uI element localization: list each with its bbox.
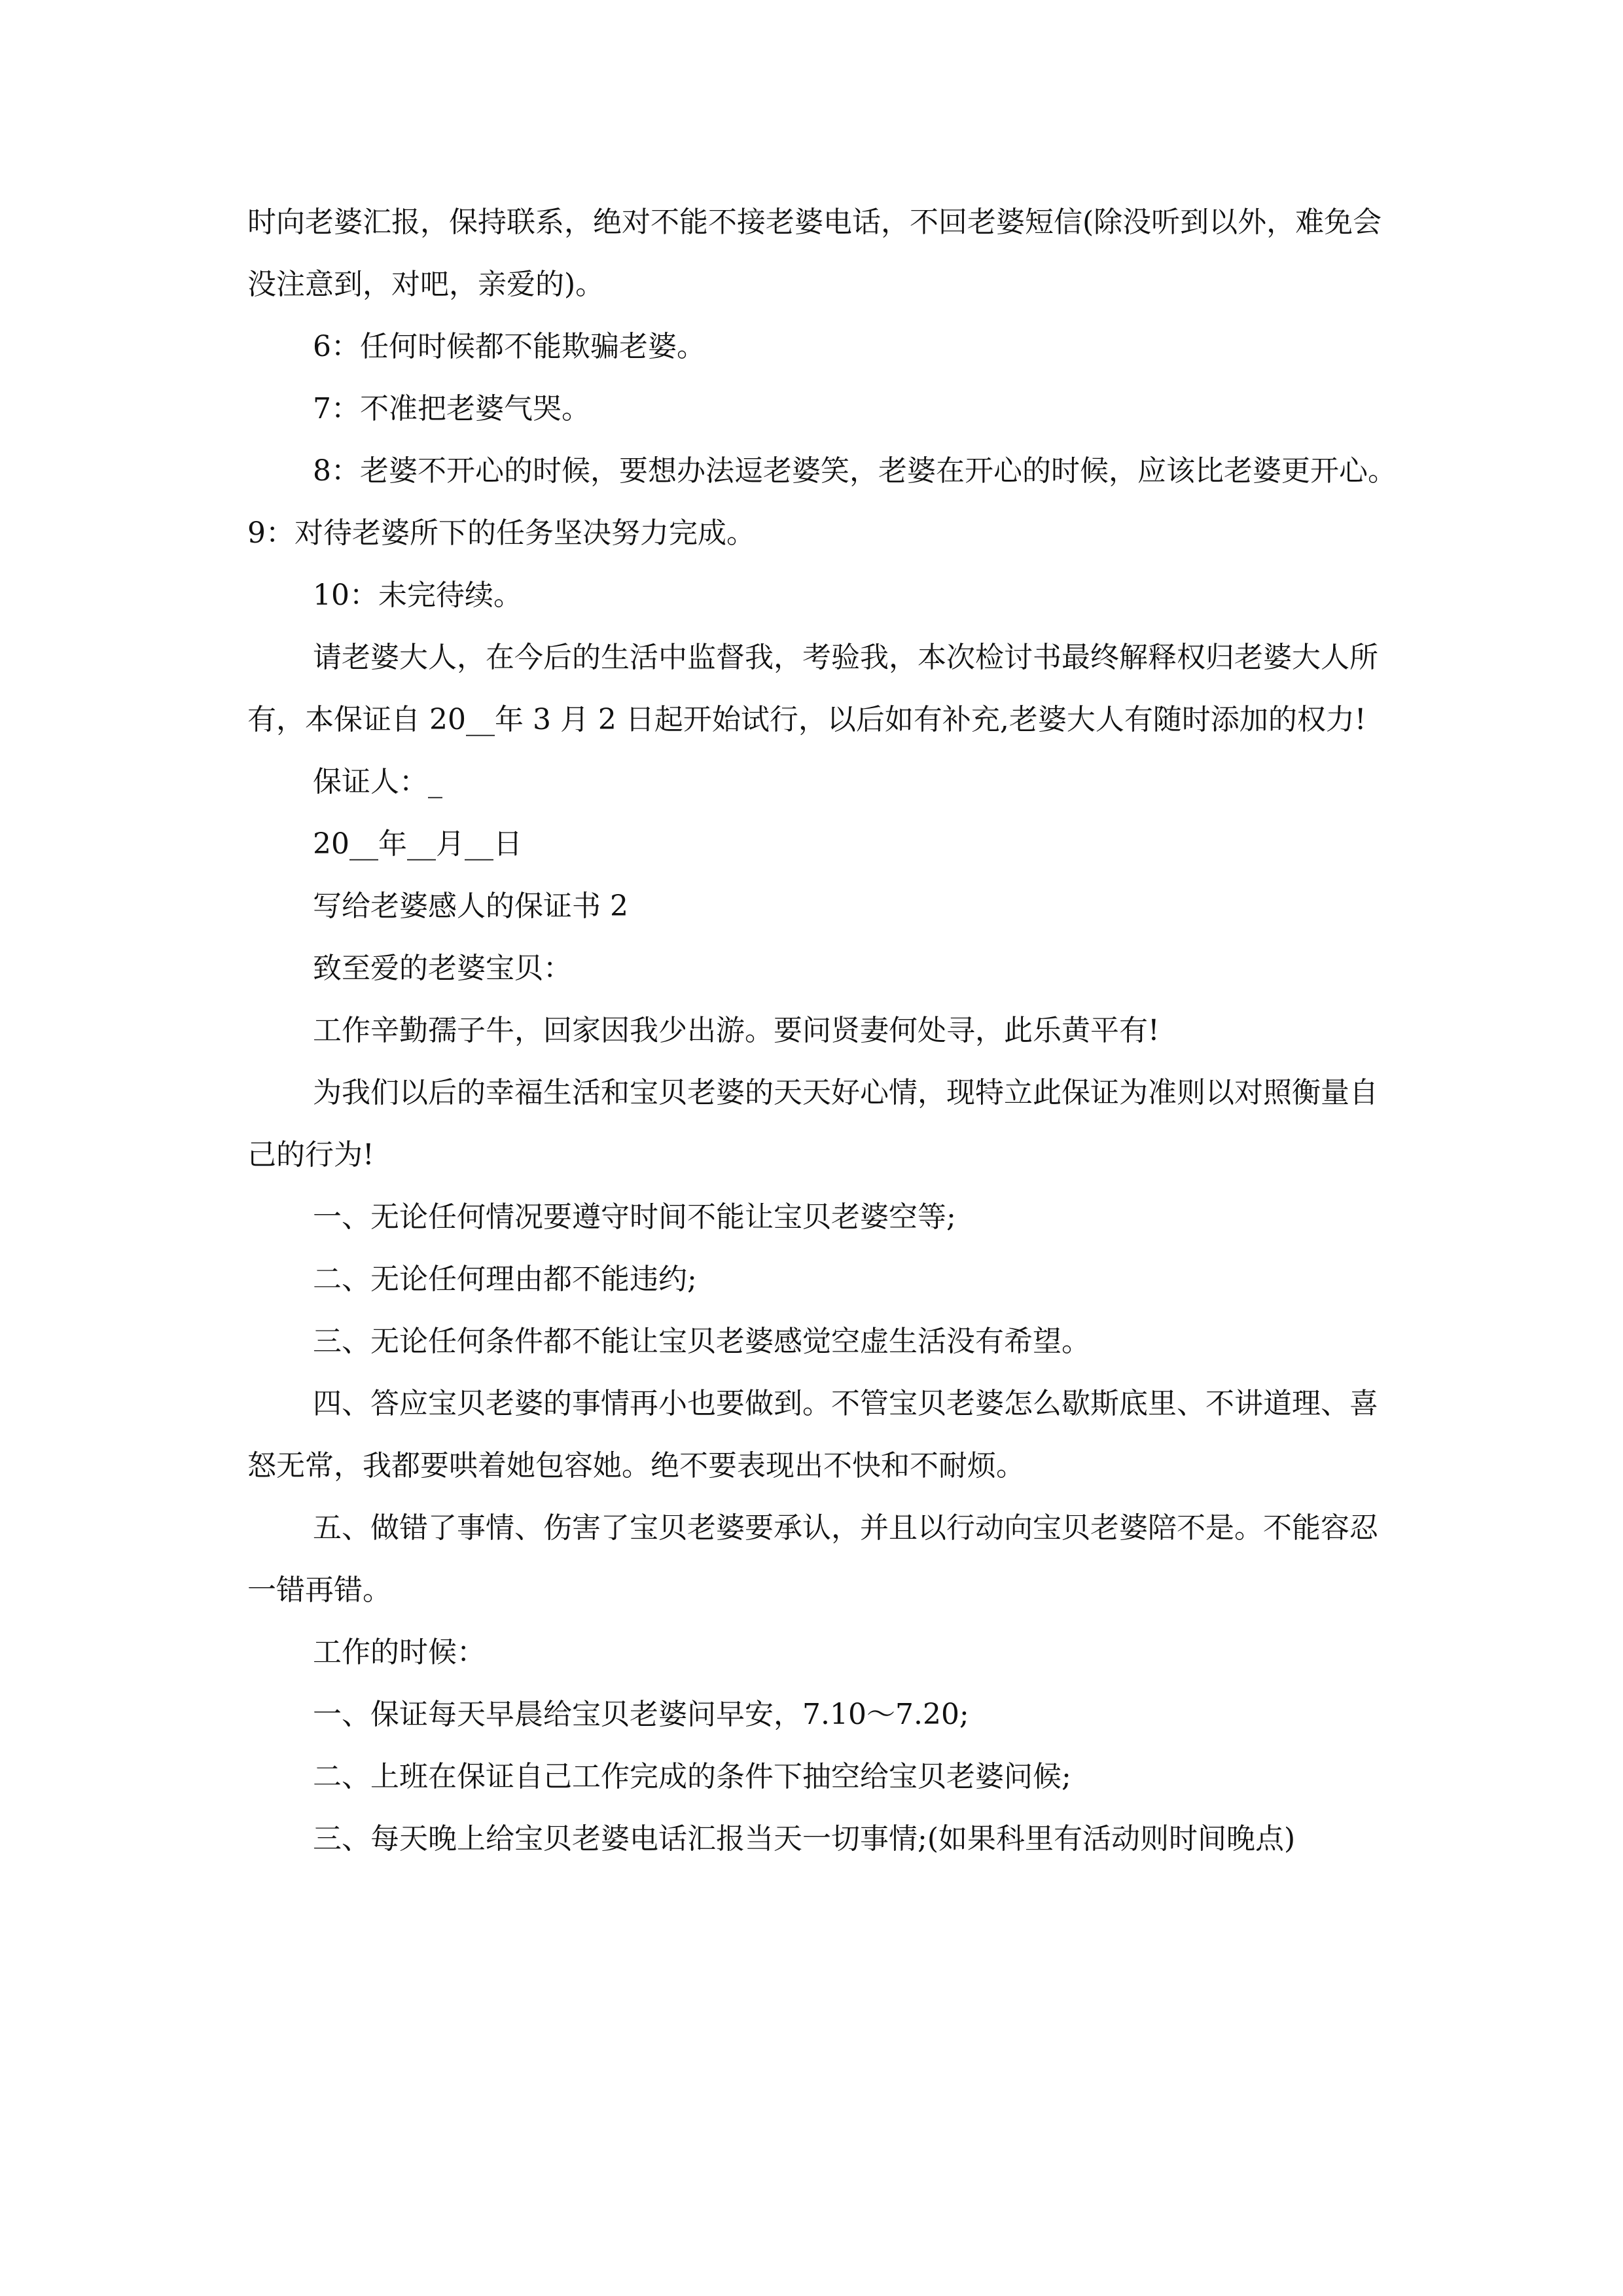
work-heading: 工作的时候：	[313, 1636, 486, 1669]
paragraph-4: 8：老婆不开心的时候，要想办法逗老婆笑，老婆在开心的时候，应该比老婆更开心。9：对待老婆所下的任务坚决努力完成。	[247, 454, 1397, 550]
paragraph-poem: 工作辛勤孺子牛，回家因我少出游。要问贤妻何处寻，此乐黄平有!	[313, 1014, 1160, 1047]
rule-4: 四、答应宝贝老婆的事情再小也要做到。不管宝贝老婆怎么歇斯底里、不讲道理、喜怒无常，我都要哄着她包容她。绝不要表现出不快和不耐烦。	[247, 1387, 1378, 1482]
rule-5: 五、做错了事情、伤害了宝贝老婆要承认，并且以行动向宝贝老婆陪不是。不能容忍一错再错。	[247, 1511, 1378, 1607]
paragraph-5: 10：未完待续。	[313, 579, 522, 612]
paragraph-intro: 为我们以后的幸福生活和宝贝老婆的天天好心情，现特立此保证为准则以对照衡量自己的行为!	[247, 1076, 1378, 1172]
paragraph-3: 7：不准把老婆气哭。	[313, 392, 590, 425]
paragraph-2: 6：任何时候都不能欺骗老婆。	[313, 330, 705, 363]
rule-3: 三、无论任何条件都不能让宝贝老婆感觉空虚生活没有希望。	[313, 1325, 1090, 1358]
paragraph-6: 请老婆大人，在今后的生活中监督我，考验我，本次检讨书最终解释权归老婆大人所有，本保证自 20__年 3 月 2 日起开始试行，以后如有补充,老婆大人有随时添加的权力!	[247, 641, 1378, 736]
paragraph-1: 时向老婆汇报，保持联系，绝对不能不接老婆电话，不回老婆短信(除没听到以外，难免会没注意到，对吧，亲爱的)。	[247, 206, 1382, 301]
guarantor-line: 保证人：_	[313, 765, 442, 798]
work-rule-1: 一、保证每天早晨给宝贝老婆问早安，7.10～7.20;	[313, 1698, 969, 1731]
document-body	[247, 191, 1399, 1870]
work-rule-3: 三、每天晚上给宝贝老婆电话汇报当天一切事情;(如果科里有活动则时间晚点)	[313, 1822, 1296, 1856]
salutation: 致至爱的老婆宝贝：	[313, 952, 572, 985]
rule-2: 二、无论任何理由都不能违约;	[313, 1263, 697, 1296]
section-title: 写给老婆感人的保证书 2	[313, 889, 628, 923]
rule-1: 一、无论任何情况要遵守时间不能让宝贝老婆空等;	[313, 1200, 956, 1234]
date-line: 20__年__月__日	[313, 827, 522, 861]
work-rule-2: 二、上班在保证自己工作完成的条件下抽空给宝贝老婆问候;	[313, 1760, 1071, 1793]
